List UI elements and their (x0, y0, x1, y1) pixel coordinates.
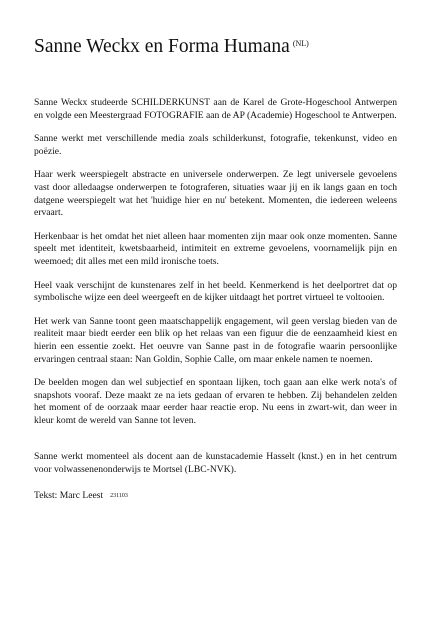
paragraph-education: Sanne Weckx studeerde SCHILDERKUNST aan de Karel de Grote-Hogeschool Antwerpen en volgde een Meestergraad FOTOGRAFIE aan de AP (Academie) Hogeschool te Antwerpen. (34, 97, 397, 121)
page-title (34, 36, 309, 61)
paragraph-images: De beelden mogen dan wel subjectief en spontaan lijken, toch gaan aan elke werk nota's of snapshots vooraf. Deze maakt ze na iets gedaan of ervaren te hebben. Zij behandelen zelden het moment of de oorzaak maar eerder haar reactie erop. Nu eens in zwart-wit, dan weer in kleur komt de wereld van Sanne tot leven. (34, 377, 397, 426)
author-credit (34, 490, 128, 503)
paragraph-engagement: Het werk van Sanne toont geen maatschappelijk engagement, wil geen verslag bieden van de realiteit maar biedt eerder een blik op het relaas van een figuur die de eenzaamheid kiest en hierin een essentie zoekt. Het oeuvre van Sanne past in de fotografie waarin persoonlijke ervaringen centraal staan: Nan Goldin, Sophie Calle, om maar enkele namen te noemen. (34, 315, 397, 365)
paragraph-media: Sanne werkt met verschillende media zoals schilderkunst, fotografie, tekenkunst, video en poëzie. (34, 133, 397, 157)
document-code: 231103 (110, 493, 128, 499)
paragraph-teaching: Sanne werkt momenteel als docent aan de kunstacademie Hasselt (knst.) en in het centrum voor volwassenenonderwijs te Mortsel (LBC-NVK). (34, 451, 397, 476)
title-text: Sanne Weckx en Forma Humana (34, 36, 290, 57)
language-tag: (NL) (292, 39, 309, 48)
document-body (34, 97, 397, 488)
paragraph-recognition: Herkenbaar is het omdat het niet alleen haar momenten zijn maar ook onze momenten. Sanne speelt met identiteit, kwetsbaarheid, intimiteit en extreme gevoelens, voornamelijk pijn en weemoed; dit alles met een mild ironische toets. (34, 230, 397, 267)
paragraph-self-portrait: Heel vaak verschijnt de kunstenares zelf in het beeld. Kenmerkend is het deelportret dat op symbolische wijze een deel weergeeft en de kijker uitdaagt het portret virtueel te voltooien. (34, 279, 397, 304)
author-text: Tekst: Marc Leest (34, 490, 104, 501)
paragraph-themes: Haar werk weerspiegelt abstracte en universele onderwerpen. Ze legt universele gevoelens vast door alledaagse onderwerpen te fotograferen, situaties waar jij en ik langs gaan en toch datgene weerspiegelt wat het 'huidige hier en nu' betekent. Momenten, die iedereen weleens ervaart. (34, 169, 397, 219)
